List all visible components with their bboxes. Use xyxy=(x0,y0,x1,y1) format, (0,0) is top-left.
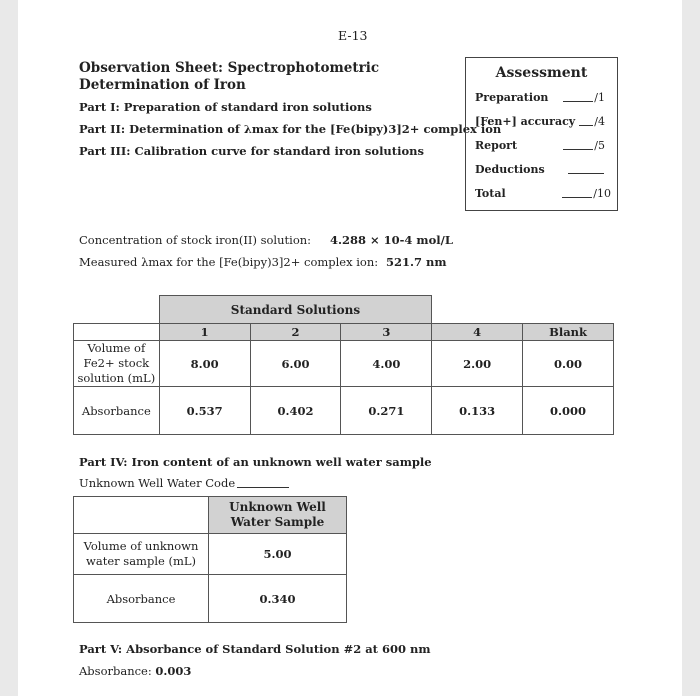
assessment-box xyxy=(465,57,618,211)
table-header-row xyxy=(74,497,347,534)
assessment-label: Total xyxy=(475,187,506,200)
row-label: Absorbance xyxy=(74,387,160,435)
unknown-sample-table xyxy=(73,496,347,623)
page-number: E-13 xyxy=(338,28,368,43)
table-row xyxy=(74,341,614,387)
table-row xyxy=(74,387,614,435)
assessment-score-line: /1 xyxy=(563,91,605,104)
column-header: 1 xyxy=(159,324,250,341)
part3-heading: Part III: Calibration curve for standard iron solutions xyxy=(79,144,424,158)
assessment-score-line: /10 xyxy=(562,187,611,200)
table-header-row xyxy=(74,324,614,341)
assessment-score-line xyxy=(568,163,605,176)
part4-heading: Part IV: Iron content of an unknown well water sample xyxy=(79,455,432,469)
row-label: Absorbance xyxy=(74,575,209,623)
table-spacer xyxy=(523,296,614,324)
assessment-label: Report xyxy=(475,139,518,152)
column-header: 4 xyxy=(432,324,523,341)
table-spacer xyxy=(432,296,523,324)
table-cell: 0.271 xyxy=(341,387,432,435)
part2-heading: Part II: Determination of λmax for the [Fe(bipy)3]2+ complex ion xyxy=(79,122,502,136)
part5-heading: Part V: Absorbance of Standard Solution #2 at 600 nm xyxy=(79,642,431,656)
column-header: 3 xyxy=(341,324,432,341)
stock-conc-value: 4.288 × 10-4 mol/L xyxy=(330,233,453,247)
lambda-label: Measured λmax for the [Fe(bipy)3]2+ complex ion: xyxy=(79,255,379,269)
column-header: Blank xyxy=(523,324,614,341)
row-label: Volume of Fe2+ stock solution (mL) xyxy=(74,341,160,387)
assessment-score-line: /4 xyxy=(579,115,605,128)
table-cell: 0.340 xyxy=(209,575,347,623)
assessment-score-line: /5 xyxy=(563,139,605,152)
standards-table xyxy=(73,295,614,435)
stock-conc-label: Concentration of stock iron(II) solution: xyxy=(79,233,312,247)
assessment-label: Deductions xyxy=(475,163,545,176)
table-cell: 0.537 xyxy=(159,387,250,435)
well-water-code-label: Unknown Well Water Code xyxy=(79,476,289,490)
worksheet-page xyxy=(18,0,682,696)
table-corner xyxy=(74,296,160,324)
column-header: 2 xyxy=(250,324,341,341)
part5-absorbance: Absorbance: 0.003 xyxy=(79,664,192,678)
table-group-header: Standard Solutions xyxy=(159,296,432,324)
assessment-heading: Assessment xyxy=(495,65,588,81)
table-cell: 0.00 xyxy=(523,341,614,387)
lambda-value: 521.7 nm xyxy=(386,255,447,269)
part1-heading: Part I: Preparation of standard iron solutions xyxy=(79,100,372,114)
table-cell: 6.00 xyxy=(250,341,341,387)
assessment-label: Preparation xyxy=(475,91,549,104)
assessment-label: [Fen+] accuracy xyxy=(475,115,576,128)
page-title: Observation Sheet: Spectrophotometric Determination of Iron xyxy=(79,60,380,93)
table-row xyxy=(74,534,347,575)
table-cell: 8.00 xyxy=(159,341,250,387)
table-header-cell xyxy=(74,324,160,341)
table-cell: 0.133 xyxy=(432,387,523,435)
table-corner xyxy=(74,497,209,534)
table-cell: 2.00 xyxy=(432,341,523,387)
row-label: Volume of unknown water sample (mL) xyxy=(74,534,209,575)
table-cell: 0.402 xyxy=(250,387,341,435)
table-cell: 0.000 xyxy=(523,387,614,435)
table-row xyxy=(74,575,347,623)
column-header: Unknown Well Water Sample xyxy=(209,497,347,534)
table-cell: 5.00 xyxy=(209,534,347,575)
table-cell: 4.00 xyxy=(341,341,432,387)
